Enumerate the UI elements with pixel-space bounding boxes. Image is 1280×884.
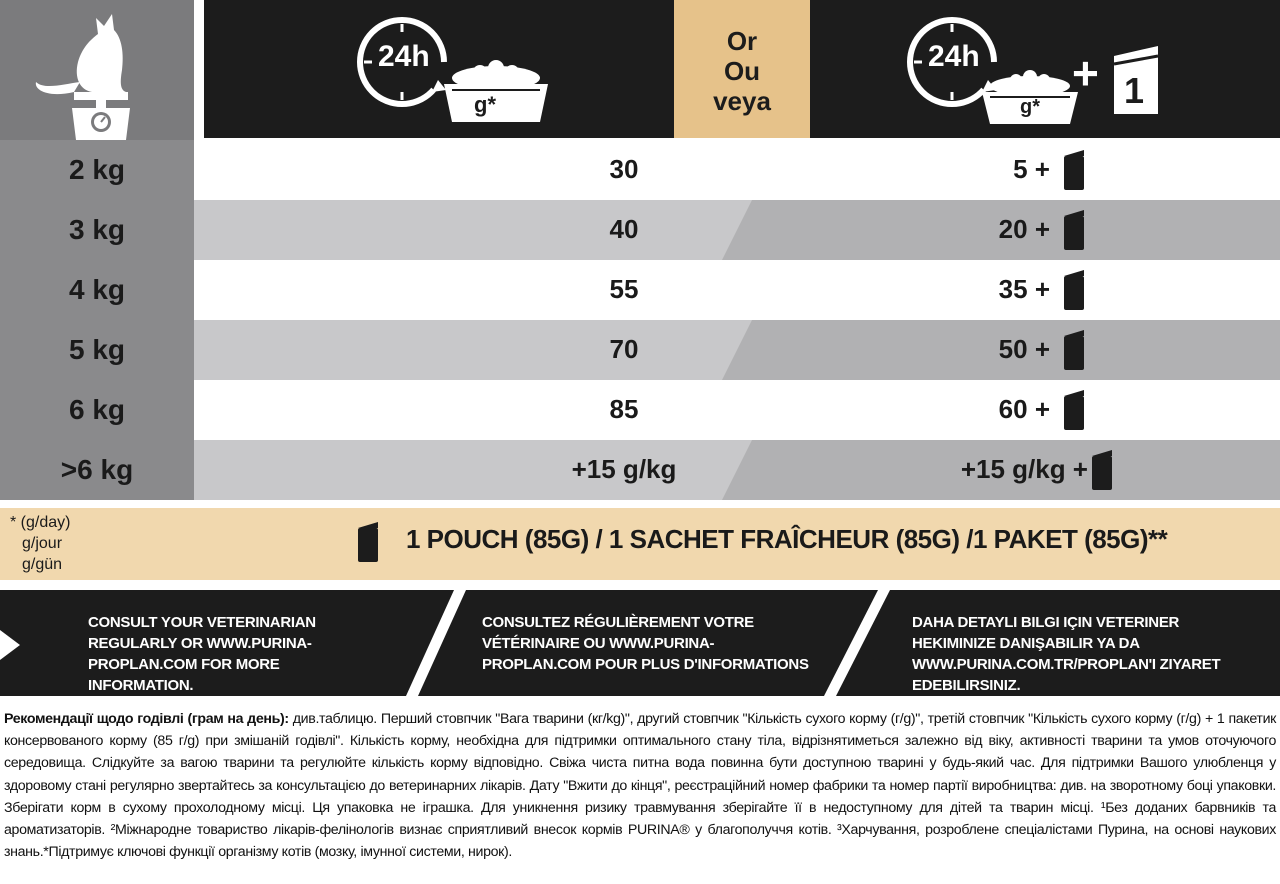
dry-amount: +15 g/kg bbox=[571, 454, 677, 484]
or-en: Or bbox=[726, 26, 758, 56]
feeding-instructions-body: див.таблицю. Перший стовпчик "Вага тварини (кг/kg)", другий стовпчик "Кількість сухого корму (г/g)", третій стовпчик "Кількість сухого корму (г/g) + 1 пакетик консервованого корму (85 г/g) при змішаній годівлі". Кількість корму, необхідна для підтримки оптимального стану тіла, відрізнятиметься залежно від віку, активності тварини та умов оточуючого середовища. Слідкуйте за вагою тварини та регулюйте кількість корму відповідно. Свіжа чиста питна вода повинна бути доступною тварині у будь-який час. Для підтримки Вашого улюбленця у здоровому стані регулярно звертайтесь за консультацією до ветеринарних лікарів. Дату "Вжити до кінця", реєстраційний номер фабрики та номер партії виробництва: див. на зворотному боці упаковки. Зберігати корм в сухому прохолодному місці. Ця упаковка не іграшка. Для уникнення ризику травмування зберігайте її в недоступному для дітей та тварин місці. ¹Без доданих барвників та ароматизаторів. ²Міжнародне товариство лікарів-фелінологів визнає сприятливий внесок кормів PURINA® у благополуччя котів. ³Харчування, розроблене спеціалістами Пурина, на основі наукових знань.*Підтримує ключові функції організму котів (мозку, імунної системи, нирок). bbox=[4, 711, 1276, 861]
arrow-right-icon bbox=[0, 630, 22, 660]
pouch-icon bbox=[1064, 336, 1084, 370]
mixed-amount: 35 + bbox=[998, 274, 1050, 304]
or-tr: veya bbox=[713, 86, 771, 116]
food-bowl-icon bbox=[438, 60, 554, 124]
pouch-icon bbox=[1064, 156, 1084, 190]
pouch-icon bbox=[1064, 276, 1084, 310]
table-row bbox=[194, 380, 1280, 440]
mixed-amount: +15 g/kg + bbox=[960, 454, 1088, 484]
table-row bbox=[194, 440, 1280, 500]
bowl-label-1: g* bbox=[474, 92, 496, 117]
or-fr: Ou bbox=[723, 56, 761, 86]
mixed-amount: 20 + bbox=[998, 214, 1050, 244]
feeding-instructions-lead: Рекомендації щодо годівлі (грам на день): bbox=[4, 711, 289, 727]
unit-fr: g/jour bbox=[22, 535, 63, 552]
dry-amount: 55 bbox=[609, 274, 639, 304]
unit-en: * (g/day) bbox=[10, 514, 71, 531]
pouch-icon bbox=[358, 528, 378, 562]
pouch-note: 1 POUCH (85G) / 1 SACHET FRAÎCHEUR (85G) /1 PAKET (85G)** bbox=[406, 524, 1168, 554]
table-row bbox=[194, 140, 1280, 200]
pouch-icon bbox=[1064, 216, 1084, 250]
weight-label: 2 kg bbox=[68, 154, 126, 185]
pouch-number: 1 bbox=[1124, 70, 1145, 111]
weight-label: 5 kg bbox=[68, 334, 126, 365]
pouch-icon bbox=[1064, 396, 1084, 430]
weight-label: 3 kg bbox=[68, 214, 126, 245]
mixed-amount: 50 + bbox=[998, 334, 1050, 364]
clock-label: 24h bbox=[378, 40, 430, 73]
unit-tr: g/gün bbox=[22, 556, 63, 573]
consult-en: CONSULT YOUR VETERINARIAN REGULARLY OR WWW.PURINA-PROPLAN.COM FOR MORE INFORMATION. bbox=[88, 614, 316, 694]
feeding-instructions bbox=[4, 708, 1276, 863]
weight-label: 6 kg bbox=[68, 394, 126, 425]
dry-amount: 30 bbox=[609, 154, 639, 184]
mixed-amount: 5 + bbox=[1013, 154, 1050, 184]
plus-sign: + bbox=[1072, 47, 1099, 99]
dry-amount: 85 bbox=[609, 394, 639, 424]
weight-label: >6 kg bbox=[60, 454, 134, 485]
consult-tr: DAHA DETAYLI BILGI IÇIN VETERINER HEKIMINIZE DANIŞABILIR YA DA WWW.PURINA.COM.TR/PROPLAN'I ZIYARET EDEBILIRSINIZ. bbox=[912, 614, 1221, 694]
table-row bbox=[194, 200, 1280, 260]
cat-on-scale-icon bbox=[30, 4, 160, 140]
mixed-amount: 60 + bbox=[998, 394, 1050, 424]
table-row bbox=[194, 260, 1280, 320]
unit-note bbox=[10, 512, 70, 575]
table-row bbox=[194, 320, 1280, 380]
weight-label: 4 kg bbox=[68, 274, 126, 305]
dry-amount: 70 bbox=[609, 334, 639, 364]
clock-label-2: 24h bbox=[928, 40, 980, 73]
pouch-icon bbox=[1092, 456, 1112, 490]
bowl-label-2: g* bbox=[1020, 96, 1040, 118]
consult-fr: CONSULTEZ RÉGULIÈREMENT VOTRE VÉTÉRINAIRE OU WWW.PURINA-PROPLAN.COM POUR PLUS D'INFORMATIONS bbox=[482, 614, 809, 673]
dry-amount: 40 bbox=[609, 214, 639, 244]
or-divider bbox=[674, 0, 810, 138]
